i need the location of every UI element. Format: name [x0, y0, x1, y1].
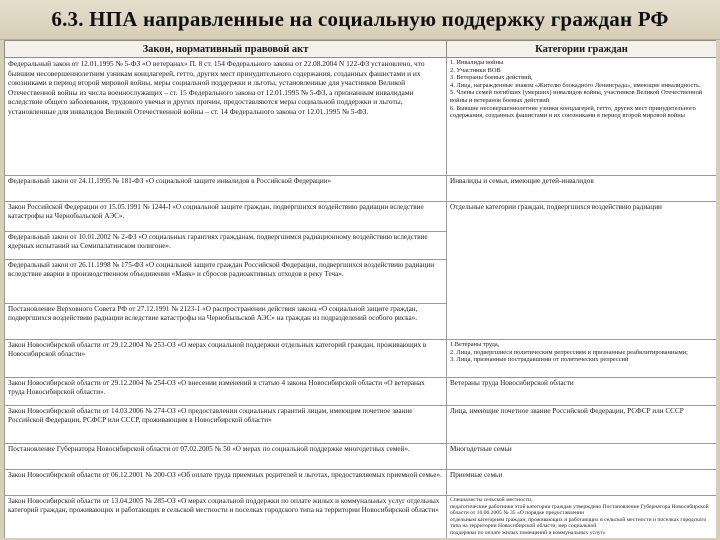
law-cell: Закон Новосибирской области от 13.04.2005 № 285-ОЗ «О мерах социальной поддержки по оплате жилых и коммунальных услуг отдельных категорий граждан, проживающих и работающих в сельской местности и поселках городского типа на территории Новосибирской области» — [5, 496, 447, 539]
category-item: отдельным категориям граждан, проживающих и работающих в сельской местности и поселках городского типа на территории Новосибирской области, мер социальной — [450, 516, 707, 530]
law-cell: Федеральный закон от 10.01.2002 № 2-ФЗ «О социальных гарантиях гражданам, подвергшимся радиационному воздействию вследствие ядерных испытаний на Семипалатинском полигоне». — [5, 232, 447, 260]
category-item: Инвалиды и семьи, имеющие детей-инвалидов — [450, 177, 594, 185]
law-cell: Закон Новосибирской области от 29.12.2004 № 253-ОЗ «О мерах социальной поддержки отдельных категорий граждан, проживающих в Новосибирской области» — [5, 340, 447, 378]
category-item: 3. Лица, признанные пострадавшими от политических репрессий — [450, 356, 629, 364]
categories-cell — [447, 470, 717, 496]
law-cell: Закон Новосибирской области от 29.12.2004 № 254-ОЗ «О внесении изменений в статью 4 закона Новосибирской области «О ветеранах труда Новосибирской области». — [5, 378, 447, 406]
categories-cell — [447, 176, 717, 202]
header-law: Закон, нормативный правовой акт — [5, 41, 447, 58]
page-title: 6.3. НПА направленные на социальную поддержку граждан РФ — [51, 7, 669, 31]
law-text: Федеральный закон от 26.11.1998 № 175-ФЗ «О социальной защите граждан Российской Федерации, подвергшихся воздействию радиации вследствие аварии в производственном объединении «Маяк» и сбросов радиоактивных отходов в реку Теча». — [8, 261, 435, 279]
category-item: 1. Инвалиды войны — [450, 59, 504, 66]
table-row — [5, 202, 717, 232]
categories-cell — [447, 202, 717, 340]
law-cell: Закон Новосибирской области от 06.12.2001 № 200-ОЗ «Об оплате труда приемных родителей и льготах, предоставляемых приемной семье». — [5, 470, 447, 496]
table-row — [5, 496, 717, 539]
category-item: Многодетные семьи — [450, 445, 512, 453]
table-row — [5, 444, 717, 470]
categories-cell — [447, 58, 717, 176]
law-cell — [5, 260, 447, 304]
categories-cell — [447, 496, 717, 539]
category-item: 4. Лица, награжденные знаком «Жителю блокадного Ленинграда», имеющие инвалидность. — [450, 81, 701, 89]
table-row — [5, 406, 717, 444]
table-row — [5, 58, 717, 176]
category-item: Приемные семьи — [450, 471, 503, 479]
category-item: 5. Члены семей погибших (умерших) инвалидов войны, участников Великой Отечественной войны и ветеранов боевых действий — [450, 89, 703, 104]
legal-acts-table — [4, 40, 716, 538]
category-item: 2. Участники ВОВ — [450, 66, 501, 74]
table-row — [5, 378, 717, 406]
categories-cell — [447, 406, 717, 444]
category-item: 2. Лица, подвергшиеся политическим репрессиям и признанные реабилитированными; — [450, 348, 688, 356]
legal-acts-table-container — [4, 40, 716, 538]
table-row — [5, 340, 717, 378]
category-item: Лица, имеющие почетное звание Российской Федерации, РСФСР или СССР — [450, 407, 684, 415]
category-item: Отдельные категории граждан, подвергшихся воздействию радиации — [450, 203, 662, 211]
law-cell: Закон Российской Федерации от 15.05.1991 № 1244-I «О социальной защите граждан, подвергшихся воздействию радиации вследствие катастрофы на Чернобыльской АЭС». — [5, 202, 447, 232]
law-cell: Федеральный закон от 24.11.1995 № 181-ФЗ «О социальной защите инвалидов в Российской Федерации» — [5, 176, 447, 202]
categories-cell — [447, 378, 717, 406]
law-cell: Постановление Верховного Совета РФ от 27.12.1991 № 2123-1 «О распространении действия закона «О социальной защите граждан, подвергшихся воздействию радиации вследствие катастрофы на Чернобыльской АЭС» на граждан из подразделений особого риска». — [5, 304, 447, 340]
category-item: 3. Ветераны боевых действий, — [450, 74, 533, 82]
law-cell: Федеральный закон от 12.01.1995 № 5-ФЗ «О ветеранах» П. 8 ст. 154 Федерального закона от 22.08.2004 N 122-ФЗ установлено, что бывшим несовершеннолетним узникам концлагерей, гетто, других мест принудительного содержания, созданных фашистами и их союзниками в период второй мировой войны, меры социальной поддержки и льготы, установленные для участников Великой Отечественной войны из числа военнослужащих – ст. 15 Федерального закона от 12.01.1995 № 5-ФЗ, а признанным инвалидами вследствие общего заболевания, трудового увечья и других причин, предоставляются меры социальной поддержки и льготы, установленные для инвалидов Великой Отечественной войны – ст. 14 Федерального закона от 12.01.1995 № 5-ФЗ. — [5, 58, 447, 176]
categories-cell — [447, 444, 717, 470]
category-item: поддержки по оплате жилых помещений и коммунальных услуг» — [450, 529, 606, 536]
category-item: 6. Бывшие несовершеннолетние узники концлагерей, гетто, других мест принудительного содержания, созданных фашистами и их союзниками в период второй мировой войны — [450, 104, 696, 120]
header-categories: Категории граждан — [447, 41, 717, 58]
law-cell: Постановление Губернатора Новосибирской области от 07.02.2005 № 50 «О мерах по социальной поддержке многодетных семей». — [5, 444, 447, 470]
category-item: Специалисты сельской местности, — [450, 497, 533, 503]
table-row — [5, 470, 717, 496]
law-cell: Закон Новосибирской области от 14.03.2006 № 274-ОЗ «О предоставлении социальных гарантий лицам, имеющим почетное звание Российской Федерации, РСФСР или СССР, проживающим в Новосибирской области» — [5, 406, 447, 444]
categories-cell — [447, 340, 717, 378]
table-header-row — [5, 41, 717, 58]
category-item: педагогические работники этой категории граждан утверждено Постановление Губернатора Новосибирской области от 16.06.2005 № 35 «О порядке предоставлении — [450, 503, 709, 517]
title-bar — [0, 0, 720, 40]
category-item: 1.Ветераны труда, — [450, 341, 500, 348]
category-item: Ветераны труда Новосибирской области — [450, 379, 574, 387]
table-row — [5, 176, 717, 202]
